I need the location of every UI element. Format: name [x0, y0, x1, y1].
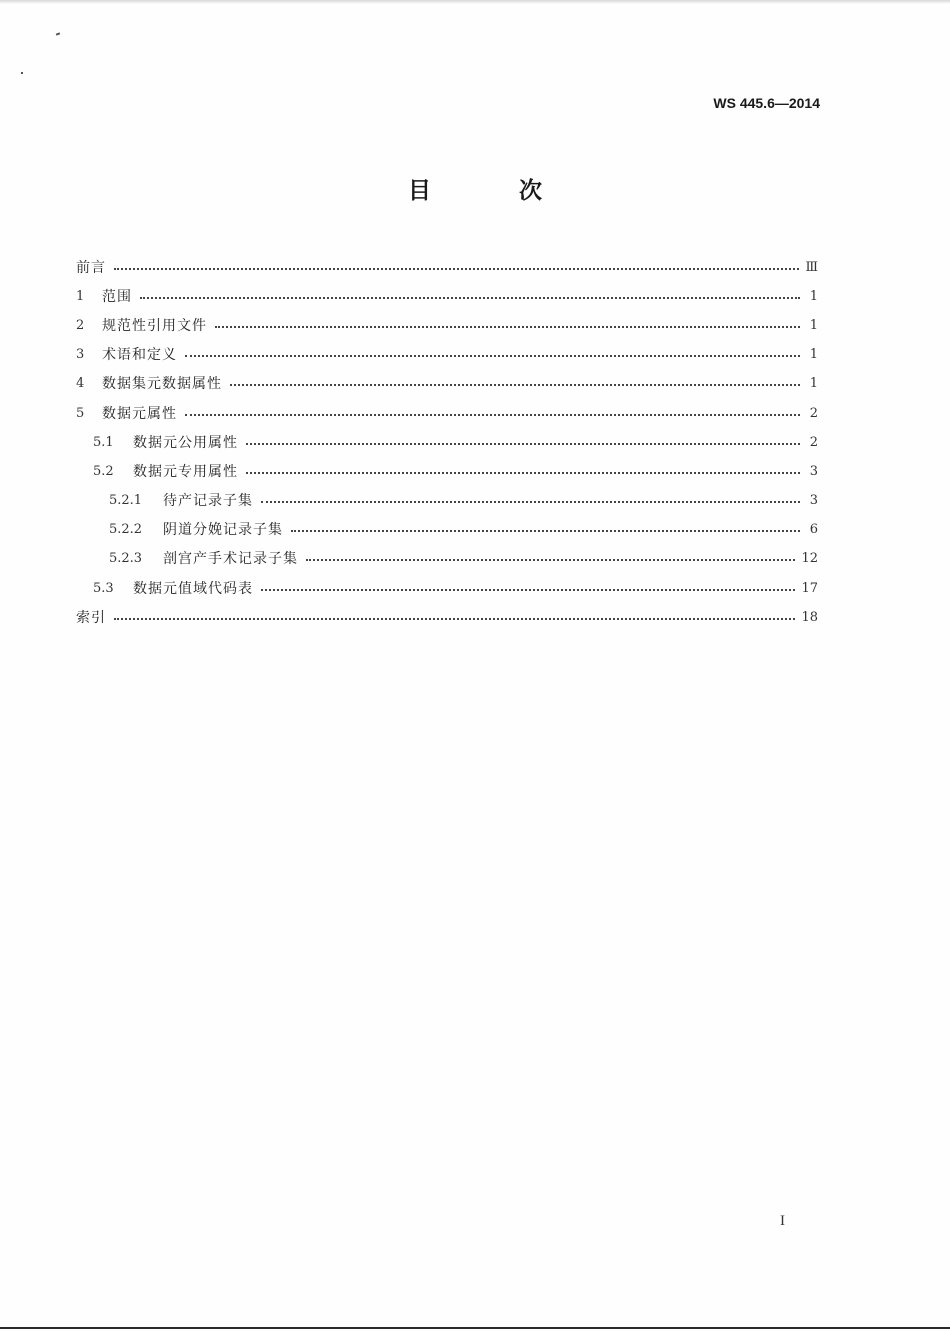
toc-entry-5-2[interactable]: [76, 457, 818, 486]
scan-edge-top: [0, 0, 950, 4]
toc-entry-page: 3: [809, 463, 818, 479]
toc-entry-label: 数据集元数据属性: [102, 376, 222, 393]
toc-entry-label: 术语和定义: [102, 347, 177, 364]
toc-entry-label: 规范性引用文件: [102, 317, 207, 334]
dot-leader: [230, 384, 800, 386]
page-title: 目 次: [407, 178, 582, 204]
toc-entry-page: Ⅲ: [805, 259, 818, 275]
toc-entry-3[interactable]: [76, 341, 818, 370]
toc-entry-number: 5.2: [93, 463, 114, 479]
toc-entry-5-2-3[interactable]: [76, 545, 818, 574]
toc-entry-5-2-2[interactable]: [76, 516, 818, 545]
scan-edge-bottom: [0, 1327, 950, 1329]
toc-entry-5-3[interactable]: [76, 574, 818, 603]
toc-entry-1[interactable]: [76, 282, 818, 311]
toc-entry-label: 待产记录子集: [163, 493, 253, 510]
toc-entry-label: 剖宫产手术记录子集: [163, 551, 298, 568]
toc-entry-number: 5.2.2: [109, 522, 143, 538]
toc-entry-number: 5.3: [93, 580, 114, 596]
dot-leader: [261, 501, 800, 503]
dot-leader: [140, 297, 800, 299]
toc-entry-label: 索引: [76, 609, 106, 626]
dot-leader: [185, 355, 800, 357]
scan-speck: [21, 72, 23, 74]
table-of-contents: [76, 253, 818, 632]
toc-entry-page: 17: [801, 580, 818, 596]
scan-speck: [56, 32, 60, 35]
toc-entry-preface[interactable]: [76, 253, 818, 282]
toc-entry-number: 4: [76, 376, 85, 392]
toc-entry-5-2-1[interactable]: [76, 487, 818, 516]
toc-entry-2[interactable]: [76, 311, 818, 340]
toc-entry-label: 范围: [102, 288, 132, 305]
toc-entry-page: 2: [809, 434, 818, 450]
toc-entry-4[interactable]: [76, 370, 818, 399]
toc-entry-page: 1: [809, 376, 818, 392]
toc-entry-page: 3: [809, 493, 818, 509]
toc-entry-5[interactable]: [76, 399, 818, 428]
toc-entry-label: 数据元值域代码表: [133, 580, 253, 597]
toc-entry-index[interactable]: [76, 603, 818, 632]
standard-code: WS 445.6—2014: [713, 95, 820, 111]
toc-entry-page: 1: [809, 288, 818, 304]
toc-entry-label: 阴道分娩记录子集: [163, 522, 283, 539]
toc-entry-label: 前言: [76, 259, 106, 276]
dot-leader: [291, 530, 800, 532]
dot-leader: [246, 443, 800, 445]
toc-entry-5-1[interactable]: [76, 428, 818, 457]
toc-entry-number: 3: [76, 347, 85, 363]
toc-entry-label: 数据元公用属性: [133, 434, 238, 451]
toc-entry-number: 5.2.1: [109, 493, 143, 509]
dot-leader: [306, 559, 795, 561]
toc-entry-page: 12: [801, 551, 818, 567]
dot-leader: [185, 414, 800, 416]
toc-entry-label: 数据元属性: [102, 405, 177, 422]
toc-entry-number: 5.1: [93, 434, 114, 450]
dot-leader: [114, 268, 799, 270]
toc-entry-page: 2: [809, 405, 818, 421]
dot-leader: [114, 618, 795, 620]
dot-leader: [261, 589, 795, 591]
dot-leader: [215, 326, 800, 328]
toc-entry-number: 5: [76, 405, 85, 421]
dot-leader: [246, 472, 800, 474]
toc-entry-label: 数据元专用属性: [133, 463, 238, 480]
page-number: I: [780, 1213, 785, 1229]
toc-entry-number: 1: [76, 288, 85, 304]
toc-entry-page: 1: [809, 317, 818, 333]
toc-entry-number: 5.2.3: [109, 551, 143, 567]
toc-entry-page: 1: [809, 347, 818, 363]
toc-entry-page: 18: [801, 609, 818, 625]
toc-entry-number: 2: [76, 317, 85, 333]
toc-entry-page: 6: [809, 522, 818, 538]
